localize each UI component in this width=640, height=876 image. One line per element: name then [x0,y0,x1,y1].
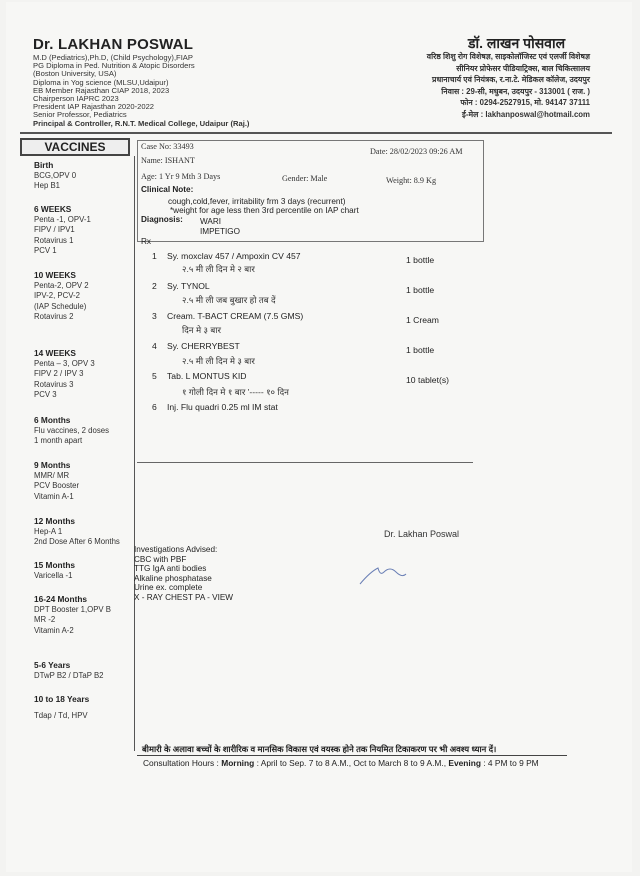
patient-name: Name: ISHANT [141,156,195,165]
rx-item-number: 5 [152,371,157,381]
investigation-item: Urine ex. complete [134,583,203,593]
vaccine-line: MR -2 [34,615,56,624]
clinical-note-label: Clinical Note: [141,185,194,194]
investigation-item: CBC with PBF [134,554,187,564]
vaccine-line: 1 month apart [34,436,83,445]
qualification-line: M.D (Pediatrics),Ph.D, (Child Psychology),FIAP [33,53,193,62]
rx-item-number: 3 [152,311,157,321]
principal-line: Principal & Controller, R.N.T. Medical College, Udaipur (Raj.) [33,118,250,128]
qualification-line: PG Diploma in Ped. Nutrition & Atopic Disorders [33,61,195,71]
patient-age: Age: 1 Yr 9 Mth 3 Days [141,172,221,181]
rx-item-number: 4 [152,341,157,351]
rx-drug: Sy. TYNOL [167,281,210,291]
vaccine-group-12-months [34,516,120,548]
qualification-hi-line: प्रधानाचार्य एवं नियंत्रक, र.ना.टे. मेडिकल कॉलेज, उदयपुर [432,75,590,85]
vaccine-group-14-weeks [34,348,95,401]
investigation-item: TTG IgA anti bodies [134,564,207,574]
rx-quantity: 1 Cream [406,315,439,325]
vaccine-line: Rotavirus 2 [34,312,74,321]
header-divider [20,132,612,134]
visit-date: Date: 28/02/2023 09:26 AM [370,147,463,156]
vaccine-line: DTwP B2 / DTaP B2 [34,670,104,680]
doctor-name-english: Dr. LAKHAN POSWAL [33,36,194,53]
vaccine-line: Rotavirus 1 [34,235,74,245]
qualification-line: (Boston University, USA) [33,69,117,79]
diagnosis-item: IMPETIGO [200,227,241,236]
vaccine-heading: 10 WEEKS [34,270,76,280]
vaccine-line: Hep-A 1 [34,526,63,536]
vaccine-heading: 14 WEEKS [34,348,76,358]
rx-quantity: 1 bottle [406,285,435,295]
vaccine-line: Tdap / Td, HPV [34,710,88,720]
qualification-line: Diploma in Yog science (MLSU,Udaipur) [33,77,169,87]
investigations-label: Investigations Advised: [134,545,218,554]
vaccine-line: FIPV 2 / IPV 3 [34,369,84,378]
vaccines-title: VACCINES [20,138,130,156]
investigation-item: Alkaline phosphatase [134,573,212,583]
diagnosis-item: WARI [200,217,222,226]
consult-label: Consultation Hours : [143,758,222,768]
vaccine-line: Penta -1, OPV-1 [34,214,91,224]
vaccine-line: Penta-2, OPV 2 [34,280,89,290]
rx-item-number: 2 [152,281,157,291]
vaccine-line: FIPV / IPV1 [34,225,75,234]
vaccine-line: 2nd Dose After 6 Months [34,537,120,546]
vaccines-column [20,156,135,751]
patient-weight: Weight: 8.9 Kg [386,176,437,185]
doctor-name-hindi: डॉ. लाखन पोसवाल [468,35,566,51]
vaccine-line: PCV Booster [34,481,80,490]
vaccine-line: PCV 3 [34,390,57,399]
rx-drug: Tab. L MONTUS KID [167,371,247,381]
footer-divider [137,755,567,756]
rx-instruction: १ गोली दिन मे १ बार '----- १० दिन [182,387,289,397]
vaccine-heading: 9 Months [34,460,71,470]
vaccine-group-15-months [34,560,75,581]
vaccine-line: Vitamin A-2 [34,625,74,635]
rx-item-number: 1 [152,251,157,261]
rx-instruction: २.५ मी ली दिन मे ३ बार [182,356,255,366]
vaccine-group-10-18-years [34,694,89,721]
qualification-line: President IAP Rajasthan 2020-2022 [33,102,155,112]
vaccine-group-10-weeks [34,270,89,323]
vaccine-line: Vitamin A-1 [34,491,74,501]
rx-item-number: 6 [152,402,157,412]
signature-scribble [356,560,416,590]
vaccine-heading: Birth [34,160,54,170]
diagnosis-label: Diagnosis: [141,215,183,224]
qualifications-hindi [427,51,590,121]
evening-hours: : 4 PM to 9 PM [480,758,539,768]
vaccine-heading: 12 Months [34,516,76,526]
qualification-hi-line: निवास : 29-सी, मधुबन, उदयपुर - 313001 ( राज. ) [441,86,590,96]
vaccine-line: Rotavirus 3 [34,379,74,389]
rx-drug: Sy. moxclav 457 / Ampoxin CV 457 [167,251,301,261]
evening-label: Evening [448,758,481,768]
vaccine-line: (IAP Schedule) [34,301,87,311]
rx-instruction: २.५ मी ली जब बुखार हो तब दें [182,295,276,305]
vaccine-group-6-weeks [34,204,91,257]
vaccine-line: IPV-2, PCV-2 [34,291,80,300]
vaccine-line: PCV 1 [34,246,57,255]
vaccine-heading: 5-6 Years [34,660,71,670]
rx-quantity: 1 bottle [406,345,435,355]
investigation-item: X - RAY CHEST PA - VIEW [134,592,234,602]
consultation-hours [143,758,539,768]
clinical-note-line: cough,cold,fever, irritability frm 3 days (recurrent) [168,197,346,206]
qualifications-english [33,54,333,128]
vaccine-line: BCG,OPV 0 [34,170,77,180]
rx-drug: Cream. T-BACT CREAM (7.5 GMS) [167,311,304,321]
vaccine-line: DPT Booster 1,OPV B [34,604,111,614]
vaccine-heading: 6 Months [34,415,71,425]
vaccine-heading: 10 to 18 Years [34,694,90,704]
patient-gender: Gender: Male [282,174,328,183]
qualification-line: EB Member Rajasthan CIAP 2018, 2023 [33,85,170,95]
morning-hours: : April to Sep. 7 to 8 A.M., Oct to March 8 to 9 A.M., [254,758,449,768]
rx-drug: Sy. CHERRYBEST [167,341,240,351]
clinical-note-line: *weight for age less then 3rd percentile on IAP chart [170,206,359,215]
vaccine-group-16-24-months [34,594,111,636]
rx-instruction: २.५ मी ली दिन मे २ बार [182,264,255,274]
morning-label: Morning [221,758,255,768]
vaccine-line: Flu vaccines, 2 doses [34,425,109,435]
qualification-hi-line: वरिष्ठ शिशु रोग विशेषज्ञ, साइकोलॉजिस्ट एवं एलर्जी विशेषज्ञ [426,52,590,61]
vaccine-heading: 6 WEEKS [34,204,72,214]
rx-divider [137,462,473,463]
footer-note-hindi: बीमारी के अलावा बच्चों के शारीरिक व मानसिक विकास एवं वयस्क होने तक नियमित टिकाकरण पर भी अवश्य ध्यान दें। [142,744,497,754]
vaccine-group-5-6-years [34,660,103,681]
qualification-hi-line: फोन : 0294-2527915, मो. 94147 37111 [460,98,590,108]
vaccine-group-9-months [34,460,79,502]
rx-label: Rx [141,237,152,246]
vaccine-heading: 15 Months [34,560,76,570]
vaccine-group-birth [34,160,76,192]
vaccine-line: Hep B1 [34,181,61,190]
qualification-line: Chairperson IAPRC 2023 [33,94,119,104]
investigations-block [134,545,233,603]
qualification-hi-line: ई-मेल : lakhanposwal@hotmail.com [462,109,590,119]
rx-quantity: 10 tablet(s) [406,375,449,385]
vaccine-line: Penta – 3, OPV 3 [34,358,95,368]
case-number: Case No: 33493 [141,142,194,151]
qualification-hi-line: सीनियर प्रोफेसर पीडियाट्रिक्स, बाल चिकित्सालय [456,63,590,73]
vaccine-group-6-months [34,415,109,447]
qualification-line: Senior Professor, Pediatrics [33,110,127,120]
rx-instruction: दिन मे ३ बार [182,325,221,335]
signature-name: Dr. Lakhan Poswal [384,529,460,539]
vaccine-heading: 16-24 Months [34,594,88,604]
rx-quantity: 1 bottle [406,255,435,265]
vaccine-line: Varicella -1 [34,570,73,580]
rx-drug: Inj. Flu quadri 0.25 ml IM stat [167,402,278,412]
vaccine-line: MMR/ MR [34,470,70,480]
